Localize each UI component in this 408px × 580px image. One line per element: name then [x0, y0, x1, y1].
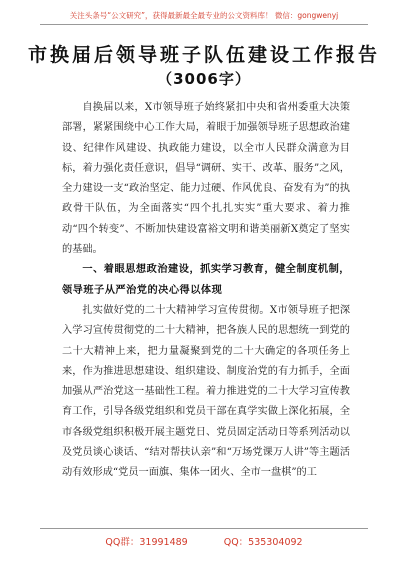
qq-number: QQ：535304092	[223, 537, 303, 548]
section-heading: 一、着眼思想政治建设，抓实学习教育，健全制度机制，领导班子从严治党的决心得以体现	[62, 264, 350, 296]
body-paragraph: 扎实做好党的二十大精神学习宣传贯彻。X市领导班子把深入学习宣传贯彻党的二十大精神，把各族人民的思想统一到党的二十大精神上来，把力量凝聚到党的二十大确定的各项任务上来，作为推进思想建设、组织建设、制度治党的有力抓手，全面加强从严治党这一基础性工程。着力推进党的二十大学习宣传教育工作，引导各级党组织和党员干部在真学实做上深化拓展，全市各级党组织积极开展主题党日、党员固定活动日等系列活动以及党员谈心谈话、“结对帮扶认亲”和“万场党课万人讲”等主题活动有效形成“党员一面旗、集体一团火、全市一盘棋”的工	[62, 304, 350, 479]
document-body	[62, 98, 350, 484]
intro-paragraph: 自换届以来，X市领导班子始终紧扣中央和省州委重大决策部署，紧紧围绕中心工作大局，着眼于加强领导班子思想政治建设、纪律作风建设、执政能力建设，以全市人民群众满意为目标，着力强化责任意识，倡导“调研、实干、改革、服务”之风，全力建设一支“政治坚定、能力过硬、作风优良、奋发有为”的执政骨干队伍，为全面落实“四个扎扎实实”重大要求、着力推动“四个转变”、不断加快建设富裕文明和谐美丽新X奠定了坚实的基础。	[62, 102, 350, 256]
qq-group-number: QQ群：31991489	[105, 537, 188, 548]
footer-divider	[40, 528, 368, 529]
document-word-count: （3006字）	[157, 70, 251, 88]
top-banner: 关注头条号“公文研究”，获得最新最全最专业的公文资料库！ 微信：gongwenyj	[69, 11, 339, 20]
footer-contact	[0, 534, 408, 548]
header-divider	[40, 24, 368, 25]
document-title: 市换届后领导班子队伍建设工作报告	[27, 44, 380, 66]
